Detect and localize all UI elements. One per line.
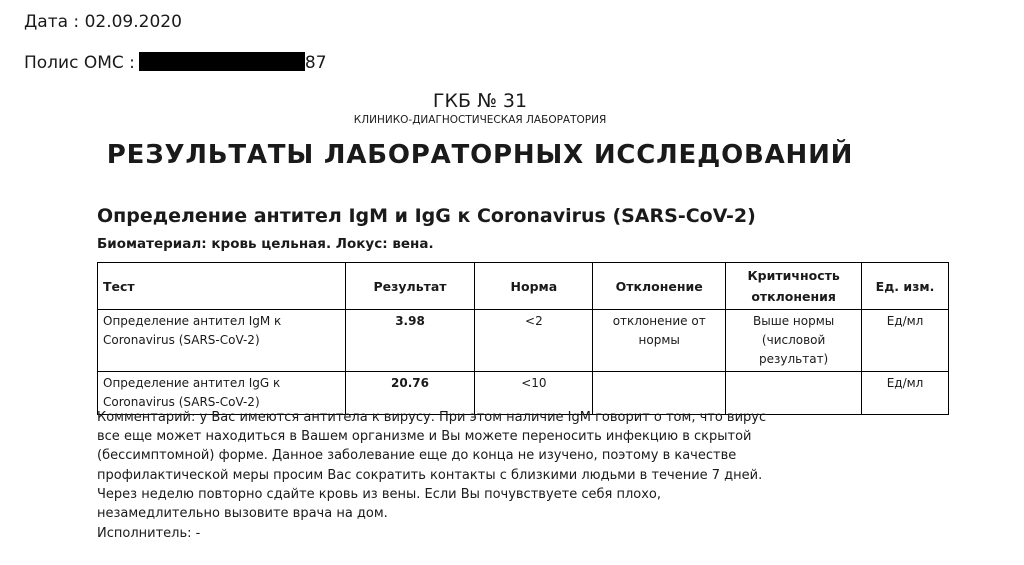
cell-result: 20.76	[345, 372, 475, 415]
header-deviation: Отклонение	[593, 263, 726, 310]
organization-name: ГКБ № 31	[432, 90, 528, 112]
cell-deviation-line1: отклонение от	[612, 314, 706, 328]
cell-test-line2: Coronavirus (SARS-CoV-2)	[103, 333, 260, 347]
cell-criticality-line3: результат)	[759, 352, 829, 366]
cell-deviation-line2: нормы	[638, 333, 680, 347]
cell-unit: Ед/мл	[862, 310, 949, 372]
table-header-row	[98, 263, 949, 310]
comment-line: Через неделю повторно сдайте кровь из вены. Если Вы почувствуете себя плохо,	[97, 486, 661, 502]
cell-deviation	[593, 310, 726, 372]
comment-line: все еще может находиться в Вашем организме и Вы можете переносить инфекцию в скрытой	[97, 429, 752, 445]
cell-result: 3.98	[345, 310, 475, 372]
cell-norm: <2	[475, 310, 593, 372]
policy-label: Полис ОМС :	[24, 53, 135, 73]
policy-line	[24, 52, 327, 73]
cell-test-line1: Определение антител IgG к	[103, 376, 281, 390]
redaction-bar	[139, 52, 305, 71]
cell-criticality	[726, 310, 862, 372]
comment-line: профилактической меры просим Вас сократить контакты с близкими людьми в течение 7 дней.	[97, 467, 763, 483]
header-result: Результат	[345, 263, 475, 310]
header-criticality-line1: Критичность	[747, 268, 840, 283]
table-row	[98, 310, 949, 372]
header-test: Тест	[98, 263, 346, 310]
cell-test	[98, 310, 346, 372]
comment-line: Комментарий: у Вас имеются антитела к вирусу. При этом наличие IgM говорит о том, что вирус	[97, 410, 767, 425]
date-value: 02.09.2020	[84, 12, 182, 32]
comment-block	[97, 408, 867, 523]
comment-line: незамедлительно вызовите врача на дом.	[97, 506, 388, 522]
cell-test-line2: Coronavirus (SARS-CoV-2)	[103, 395, 260, 409]
executor-line: Исполнитель: -	[97, 526, 201, 541]
results-table	[97, 262, 949, 415]
cell-criticality-line1: Выше нормы	[753, 314, 835, 328]
biomaterial-line: Биоматериал: кровь цельная. Локус: вена.	[97, 236, 434, 252]
header-criticality	[726, 263, 862, 310]
cell-norm: <10	[475, 372, 593, 415]
comment-line: (бессимптомной) форме. Данное заболевание еще до конца не изучено, поэтому в качестве	[97, 448, 737, 464]
header-unit: Ед. изм.	[862, 263, 949, 310]
date-line	[24, 12, 182, 32]
date-label: Дата :	[24, 12, 80, 32]
policy-suffix: 87	[304, 53, 327, 73]
section-title: Определение антител IgM и IgG к Coronavirus (SARS-CoV-2)	[97, 205, 756, 227]
cell-unit: Ед/мл	[862, 372, 949, 415]
cell-test-line1: Определение антител IgM к	[103, 314, 282, 328]
organization-department: КЛИНИКО-ДИАГНОСТИЧЕСКАЯ ЛАБОРАТОРИЯ	[353, 114, 607, 126]
cell-criticality-line2: (числовой	[761, 333, 826, 347]
header-norm: Норма	[475, 263, 593, 310]
report-title: РЕЗУЛЬТАТЫ ЛАБОРАТОРНЫХ ИССЛЕДОВАНИЙ	[106, 140, 854, 170]
header-criticality-line2: отклонения	[751, 289, 836, 304]
